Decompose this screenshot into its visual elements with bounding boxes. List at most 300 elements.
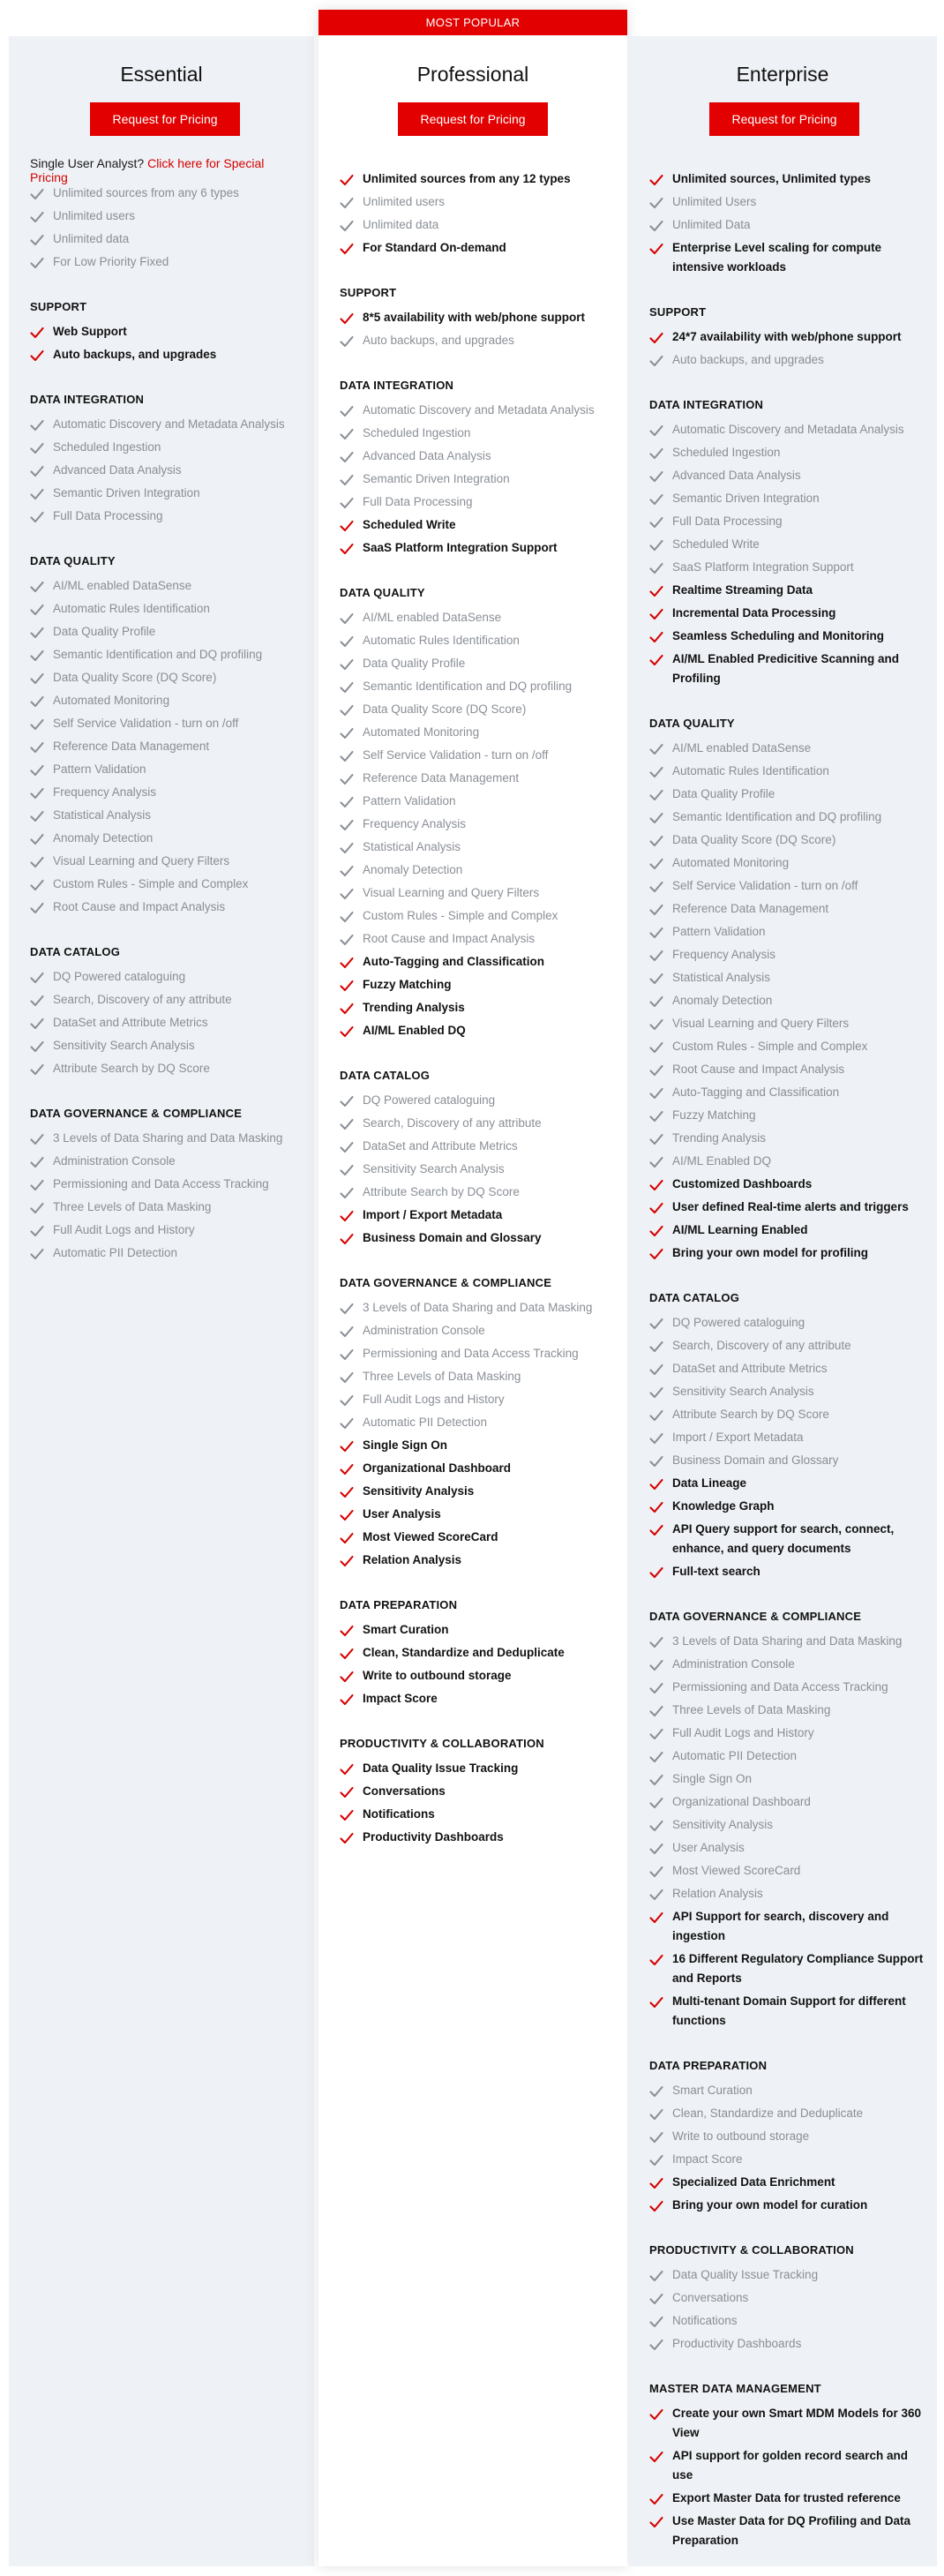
feature-label: Business Domain and Glossary bbox=[672, 1453, 839, 1467]
checkmark-icon bbox=[649, 2199, 663, 2212]
feature-label: API Query support for search, connect, enhance, and query documents bbox=[672, 1522, 895, 1555]
feature-label: Search, Discovery of any attribute bbox=[672, 1339, 851, 1352]
feature-item bbox=[649, 1012, 928, 1035]
checkmark-icon bbox=[649, 2515, 663, 2527]
feature-list bbox=[30, 965, 305, 1080]
feature-item bbox=[30, 735, 305, 758]
section-heading: DATA CATALOG bbox=[340, 1069, 431, 1082]
checkmark-icon bbox=[340, 749, 354, 762]
feature-label: DQ Powered cataloguing bbox=[363, 1093, 496, 1107]
request-pricing-button[interactable]: Request for Pricing bbox=[709, 102, 859, 136]
feature-label: Impact Score bbox=[672, 2152, 743, 2166]
feature-item bbox=[649, 829, 928, 852]
feature-label: AI/ML Learning Enabled bbox=[672, 1223, 808, 1236]
feature-item bbox=[649, 1472, 928, 1495]
feature-label: Statistical Analysis bbox=[363, 840, 461, 853]
feature-item bbox=[30, 804, 305, 827]
checkmark-icon bbox=[649, 242, 663, 254]
plan-title: Essential bbox=[120, 63, 203, 86]
checkmark-icon bbox=[649, 2315, 663, 2327]
checkmark-icon bbox=[340, 1232, 354, 1244]
feature-item bbox=[649, 1560, 928, 1583]
checkmark-icon bbox=[30, 878, 44, 890]
feature-label: Search, Discovery of any attribute bbox=[53, 993, 232, 1006]
feature-item bbox=[340, 1204, 618, 1227]
feature-item bbox=[649, 1150, 928, 1173]
feature-list bbox=[340, 606, 618, 1042]
feature-item bbox=[649, 737, 928, 760]
checkmark-icon bbox=[340, 312, 354, 324]
feature-label: Root Cause and Impact Analysis bbox=[672, 1063, 845, 1076]
feature-label: Pattern Validation bbox=[363, 794, 456, 807]
feature-label: Data Quality Score (DQ Score) bbox=[53, 671, 217, 684]
checkmark-icon bbox=[340, 1371, 354, 1383]
checkmark-icon bbox=[340, 496, 354, 508]
feature-label: Anomaly Detection bbox=[363, 863, 463, 876]
feature-list bbox=[340, 399, 618, 560]
feature-item bbox=[649, 1699, 928, 1722]
feature-label: User Analysis bbox=[672, 1841, 745, 1854]
feature-item bbox=[340, 1457, 618, 1480]
checkmark-icon bbox=[340, 1002, 354, 1014]
feature-item bbox=[340, 813, 618, 836]
checkmark-icon bbox=[30, 349, 44, 361]
checkmark-icon bbox=[340, 1140, 354, 1153]
feature-label: Data Quality Score (DQ Score) bbox=[672, 833, 836, 846]
feature-item bbox=[649, 326, 928, 349]
feature-label: For Standard On-demand bbox=[363, 241, 506, 254]
feature-label: Visual Learning and Query Filters bbox=[672, 1017, 850, 1030]
checkmark-icon bbox=[30, 1224, 44, 1236]
feature-label: 3 Levels of Data Sharing and Data Masking bbox=[53, 1131, 283, 1145]
checkmark-icon bbox=[649, 1819, 663, 1831]
checkmark-icon bbox=[340, 1831, 354, 1844]
feature-label: Bring your own model for profiling bbox=[672, 1246, 868, 1259]
feature-item bbox=[649, 2125, 928, 2148]
feature-sections bbox=[30, 182, 305, 1265]
checkmark-icon bbox=[649, 1408, 663, 1421]
feature-item bbox=[340, 905, 618, 928]
feature-item bbox=[649, 168, 928, 191]
feature-label: AI/ML Enabled Predicitive Scanning and Profiling bbox=[672, 652, 900, 685]
feature-label: Anomaly Detection bbox=[53, 831, 154, 845]
checkmark-icon bbox=[340, 1462, 354, 1475]
feature-item bbox=[30, 965, 305, 988]
checkmark-icon bbox=[340, 979, 354, 991]
feature-item bbox=[340, 537, 618, 560]
checkmark-icon bbox=[340, 1785, 354, 1798]
feature-label: Conversations bbox=[363, 1784, 446, 1798]
feature-label: Clean, Standardize and Deduplicate bbox=[363, 1646, 565, 1659]
feature-list bbox=[30, 1127, 305, 1265]
checkmark-icon bbox=[649, 2084, 663, 2097]
feature-label: Semantic Identification and DQ profiling bbox=[672, 810, 882, 823]
checkmark-icon bbox=[649, 1842, 663, 1854]
checkmark-icon bbox=[340, 1554, 354, 1566]
checkmark-icon bbox=[340, 1508, 354, 1521]
feature-item bbox=[30, 988, 305, 1011]
feature-label: Reference Data Management bbox=[363, 771, 520, 785]
feature-label: Administration Console bbox=[363, 1324, 485, 1337]
feature-item bbox=[30, 873, 305, 896]
feature-label: Unlimited data bbox=[53, 232, 130, 245]
checkmark-icon bbox=[340, 1647, 354, 1659]
feature-label: Custom Rules - Simple and Complex bbox=[53, 877, 249, 890]
checkmark-icon bbox=[340, 1302, 354, 1314]
feature-label: Conversations bbox=[672, 2291, 749, 2304]
section-heading: SUPPORT bbox=[649, 305, 707, 319]
feature-label: Organizational Dashboard bbox=[672, 1795, 811, 1808]
feature-label: Web Support bbox=[53, 325, 127, 338]
feature-label: Semantic Driven Integration bbox=[363, 472, 510, 485]
special-pricing-link[interactable]: Click here for Special Pricing bbox=[30, 156, 265, 184]
section-heading: PRODUCTIVITY & COLLABORATION bbox=[340, 1737, 544, 1750]
feature-list bbox=[649, 1311, 928, 1583]
checkmark-icon bbox=[340, 542, 354, 554]
feature-item bbox=[340, 1780, 618, 1803]
feature-item bbox=[30, 712, 305, 735]
feature-label: Semantic Driven Integration bbox=[53, 486, 200, 499]
feature-label: Unlimited sources from any 12 types bbox=[363, 172, 571, 185]
feature-item bbox=[340, 1618, 618, 1641]
checkmark-icon bbox=[30, 832, 44, 845]
checkmark-icon bbox=[340, 1348, 354, 1360]
checkmark-icon bbox=[30, 740, 44, 753]
feature-item bbox=[30, 827, 305, 850]
feature-item bbox=[30, 413, 305, 436]
section-heading: DATA INTEGRATION bbox=[340, 379, 454, 392]
feature-label: Attribute Search by DQ Score bbox=[672, 1408, 829, 1421]
feature-label: DQ Powered cataloguing bbox=[53, 970, 186, 983]
checkmark-icon bbox=[340, 242, 354, 254]
feature-item bbox=[340, 168, 618, 191]
checkmark-icon bbox=[649, 584, 663, 597]
feature-label: Self Service Validation - turn on /off bbox=[672, 879, 858, 892]
feature-label: Scheduled Ingestion bbox=[363, 426, 471, 439]
feature-label: Bring your own model for curation bbox=[672, 2198, 868, 2212]
feature-item bbox=[649, 806, 928, 829]
checkmark-icon bbox=[340, 1670, 354, 1682]
feature-label: Single Sign On bbox=[672, 1772, 753, 1785]
feature-label: Unlimited users bbox=[53, 209, 136, 222]
feature-label: Specialized Data Enrichment bbox=[672, 2175, 835, 2189]
feature-label: Impact Score bbox=[363, 1692, 438, 1705]
feature-label: Automatic Rules Identification bbox=[363, 634, 520, 647]
feature-label: Automatic Discovery and Metadata Analysis bbox=[53, 417, 285, 431]
feature-label: Permissioning and Data Access Tracking bbox=[672, 1680, 888, 1694]
checkmark-icon bbox=[649, 515, 663, 528]
checkmark-icon bbox=[649, 1704, 663, 1716]
checkmark-icon bbox=[340, 1439, 354, 1452]
request-pricing-button[interactable]: Request for Pricing bbox=[90, 102, 240, 136]
feature-item bbox=[649, 625, 928, 648]
feature-label: Pattern Validation bbox=[53, 762, 146, 776]
feature-item bbox=[30, 758, 305, 781]
feature-label: Most Viewed ScoreCard bbox=[363, 1530, 498, 1543]
feature-item bbox=[340, 1019, 618, 1042]
checkmark-icon bbox=[30, 809, 44, 822]
feature-list bbox=[649, 2079, 928, 2217]
checkmark-icon bbox=[649, 1178, 663, 1190]
feature-label: Business Domain and Glossary bbox=[363, 1231, 542, 1244]
feature-label: Relation Analysis bbox=[363, 1553, 462, 1566]
checkmark-icon bbox=[340, 334, 354, 347]
checkmark-icon bbox=[649, 903, 663, 915]
feature-label: Administration Console bbox=[53, 1154, 176, 1168]
feature-item bbox=[340, 836, 618, 859]
feature-label: Organizational Dashboard bbox=[363, 1461, 512, 1475]
checkmark-icon bbox=[30, 855, 44, 867]
feature-label: DataSet and Attribute Metrics bbox=[53, 1016, 208, 1029]
checkmark-icon bbox=[649, 538, 663, 551]
feature-item bbox=[649, 1630, 928, 1653]
feature-item bbox=[340, 191, 618, 214]
checkmark-icon bbox=[30, 256, 44, 268]
checkmark-icon bbox=[649, 1109, 663, 1122]
feature-item bbox=[649, 1334, 928, 1357]
checkmark-icon bbox=[649, 607, 663, 620]
feature-label: Use Master Data for DQ Profiling and Data Preparation bbox=[672, 2514, 911, 2547]
feature-label: Reference Data Management bbox=[53, 740, 210, 753]
feature-item bbox=[649, 1882, 928, 1905]
checkmark-icon bbox=[340, 1485, 354, 1498]
special-pricing bbox=[30, 156, 305, 184]
checkmark-icon bbox=[649, 469, 663, 482]
checkmark-icon bbox=[649, 1566, 663, 1578]
feature-label: Unlimited Users bbox=[672, 195, 757, 208]
plan-professional bbox=[318, 10, 627, 2566]
feature-item bbox=[649, 2171, 928, 2194]
checkmark-icon bbox=[340, 1624, 354, 1636]
checkmark-icon bbox=[340, 772, 354, 785]
feature-label: Attribute Search by DQ Score bbox=[363, 1185, 520, 1198]
section-heading: DATA GOVERNANCE & COMPLIANCE bbox=[340, 1276, 552, 1289]
feature-item bbox=[340, 859, 618, 882]
checkmark-icon bbox=[30, 994, 44, 1006]
feature-label: AI/ML enabled DataSense bbox=[672, 741, 812, 755]
feature-label: Scheduled Ingestion bbox=[53, 440, 161, 454]
checkmark-icon bbox=[30, 649, 44, 661]
checkmark-icon bbox=[649, 2450, 663, 2462]
feature-item bbox=[340, 1826, 618, 1849]
checkmark-icon bbox=[649, 1155, 663, 1168]
feature-label: Frequency Analysis bbox=[53, 785, 157, 799]
checkmark-icon bbox=[340, 196, 354, 208]
feature-item bbox=[649, 2102, 928, 2125]
feature-item bbox=[340, 237, 618, 259]
feature-item bbox=[340, 767, 618, 790]
feature-label: Data Quality Issue Tracking bbox=[672, 2268, 819, 2281]
feature-label: AI/ML Enabled DQ bbox=[363, 1024, 466, 1037]
feature-item bbox=[30, 205, 305, 228]
feature-label: Visual Learning and Query Filters bbox=[363, 886, 540, 899]
checkmark-icon bbox=[649, 1247, 663, 1259]
checkmark-icon bbox=[340, 680, 354, 693]
checkmark-icon bbox=[649, 1773, 663, 1785]
checkmark-icon bbox=[649, 492, 663, 505]
checkmark-icon bbox=[30, 695, 44, 707]
feature-item bbox=[649, 1127, 928, 1150]
feature-item bbox=[340, 744, 618, 767]
checkmark-icon bbox=[649, 972, 663, 984]
feature-item bbox=[649, 214, 928, 237]
checkmark-icon bbox=[649, 834, 663, 846]
feature-item bbox=[649, 349, 928, 372]
checkmark-icon bbox=[340, 703, 354, 716]
section-heading: DATA GOVERNANCE & COMPLIANCE bbox=[30, 1107, 243, 1120]
checkmark-icon bbox=[340, 635, 354, 647]
feature-label: Knowledge Graph bbox=[672, 1499, 775, 1513]
feature-item bbox=[649, 418, 928, 441]
feature-label: Most Viewed ScoreCard bbox=[672, 1864, 801, 1877]
feature-label: Incremental Data Processing bbox=[672, 606, 836, 620]
feature-item bbox=[649, 1242, 928, 1265]
checkmark-icon bbox=[30, 441, 44, 454]
feature-label: Smart Curation bbox=[363, 1623, 449, 1636]
feature-item bbox=[649, 1948, 928, 1990]
feature-list bbox=[340, 168, 618, 259]
feature-label: Auto backups, and upgrades bbox=[363, 334, 514, 347]
feature-label: Unlimited data bbox=[363, 218, 439, 231]
feature-item bbox=[649, 1653, 928, 1676]
checkmark-icon bbox=[30, 971, 44, 983]
feature-item bbox=[649, 1791, 928, 1814]
feature-item bbox=[30, 228, 305, 251]
feature-item bbox=[340, 468, 618, 491]
feature-label: Root Cause and Impact Analysis bbox=[363, 932, 536, 945]
feature-item bbox=[340, 675, 618, 698]
feature-item bbox=[30, 1127, 305, 1150]
checkmark-icon bbox=[649, 1953, 663, 1965]
feature-item bbox=[649, 989, 928, 1012]
feature-item bbox=[340, 652, 618, 675]
feature-label: Full Data Processing bbox=[53, 509, 163, 522]
feature-item bbox=[649, 1814, 928, 1836]
checkmark-icon bbox=[649, 1681, 663, 1694]
checkmark-icon bbox=[340, 1393, 354, 1406]
feature-label: Automatic Discovery and Metadata Analysis bbox=[363, 403, 595, 417]
feature-list bbox=[340, 1618, 618, 1710]
checkmark-icon bbox=[649, 1454, 663, 1467]
feature-label: AI/ML enabled DataSense bbox=[53, 579, 192, 592]
feature-sections bbox=[340, 168, 618, 1849]
feature-label: Clean, Standardize and Deduplicate bbox=[672, 2107, 864, 2120]
feature-label: Root Cause and Impact Analysis bbox=[53, 900, 226, 913]
checkmark-icon bbox=[340, 818, 354, 830]
checkmark-icon bbox=[649, 331, 663, 343]
feature-label: Export Master Data for trusted reference bbox=[672, 2491, 901, 2505]
feature-item bbox=[649, 2264, 928, 2287]
feature-label: Full Audit Logs and History bbox=[363, 1393, 505, 1406]
feature-label: Automatic PII Detection bbox=[53, 1246, 178, 1259]
feature-label: Advanced Data Analysis bbox=[53, 463, 182, 477]
checkmark-icon bbox=[649, 1658, 663, 1671]
checkmark-icon bbox=[649, 354, 663, 366]
checkmark-icon bbox=[649, 1018, 663, 1030]
checkmark-icon bbox=[30, 1017, 44, 1029]
feature-label: Data Quality Profile bbox=[672, 787, 775, 800]
feature-item bbox=[340, 422, 618, 445]
checkmark-icon bbox=[340, 864, 354, 876]
feature-label: Single Sign On bbox=[363, 1438, 448, 1452]
checkmark-icon bbox=[340, 1094, 354, 1107]
feature-item bbox=[30, 643, 305, 666]
feature-list bbox=[649, 2402, 928, 2552]
feature-item bbox=[340, 1664, 618, 1687]
feature-label: Frequency Analysis bbox=[672, 948, 776, 961]
checkmark-icon bbox=[340, 1117, 354, 1130]
feature-label: Automatic PII Detection bbox=[363, 1416, 488, 1429]
feature-item bbox=[649, 1990, 928, 2032]
checkmark-icon bbox=[340, 726, 354, 739]
feature-item bbox=[649, 875, 928, 897]
feature-item bbox=[649, 191, 928, 214]
checkmark-icon bbox=[649, 2338, 663, 2350]
plan-body bbox=[340, 168, 618, 1849]
feature-label: Automated Monitoring bbox=[53, 694, 170, 707]
feature-item bbox=[30, 182, 305, 205]
feature-item bbox=[340, 1181, 618, 1204]
feature-item bbox=[340, 306, 618, 329]
checkmark-icon bbox=[30, 1201, 44, 1213]
plan-body bbox=[649, 168, 928, 2552]
feature-label: Automated Monitoring bbox=[672, 856, 790, 869]
checkmark-icon bbox=[649, 2292, 663, 2304]
feature-label: Unlimited sources, Unlimited types bbox=[672, 172, 872, 185]
feature-label: Auto backups, and upgrades bbox=[53, 348, 217, 361]
feature-list bbox=[649, 168, 928, 279]
feature-label: Full Audit Logs and History bbox=[672, 1726, 814, 1739]
feature-item bbox=[649, 1357, 928, 1380]
request-pricing-button[interactable]: Request for Pricing bbox=[398, 102, 548, 136]
feature-item bbox=[649, 1676, 928, 1699]
feature-item bbox=[30, 781, 305, 804]
feature-label: Import / Export Metadata bbox=[363, 1208, 503, 1221]
checkmark-icon bbox=[649, 1796, 663, 1808]
feature-label: Automatic Rules Identification bbox=[53, 602, 210, 615]
feature-item bbox=[649, 783, 928, 806]
feature-list bbox=[340, 1757, 618, 1849]
feature-item bbox=[340, 445, 618, 468]
feature-label: Self Service Validation - turn on /off bbox=[53, 717, 239, 730]
checkmark-icon bbox=[649, 857, 663, 869]
checkmark-icon bbox=[30, 901, 44, 913]
feature-label: Advanced Data Analysis bbox=[672, 469, 801, 482]
checkmark-icon bbox=[30, 1132, 44, 1145]
feature-label: User defined Real-time alerts and triggers bbox=[672, 1200, 909, 1213]
checkmark-icon bbox=[340, 1762, 354, 1775]
feature-item bbox=[649, 1745, 928, 1768]
feature-item bbox=[649, 2510, 928, 2552]
feature-item bbox=[30, 1057, 305, 1080]
checkmark-icon bbox=[649, 1431, 663, 1444]
checkmark-icon bbox=[30, 626, 44, 638]
feature-item bbox=[649, 579, 928, 602]
checkmark-icon bbox=[649, 2492, 663, 2505]
checkmark-icon bbox=[30, 1063, 44, 1075]
checkmark-icon bbox=[649, 219, 663, 231]
checkmark-icon bbox=[649, 2407, 663, 2420]
feature-label: Full Data Processing bbox=[672, 514, 783, 528]
feature-label: Semantic Identification and DQ profiling bbox=[53, 648, 263, 661]
feature-label: Auto-Tagging and Classification bbox=[672, 1085, 840, 1099]
feature-item bbox=[649, 2402, 928, 2445]
feature-item bbox=[340, 1503, 618, 1526]
feature-item bbox=[649, 897, 928, 920]
feature-item bbox=[340, 1803, 618, 1826]
feature-item bbox=[649, 1449, 928, 1472]
feature-item bbox=[340, 973, 618, 996]
